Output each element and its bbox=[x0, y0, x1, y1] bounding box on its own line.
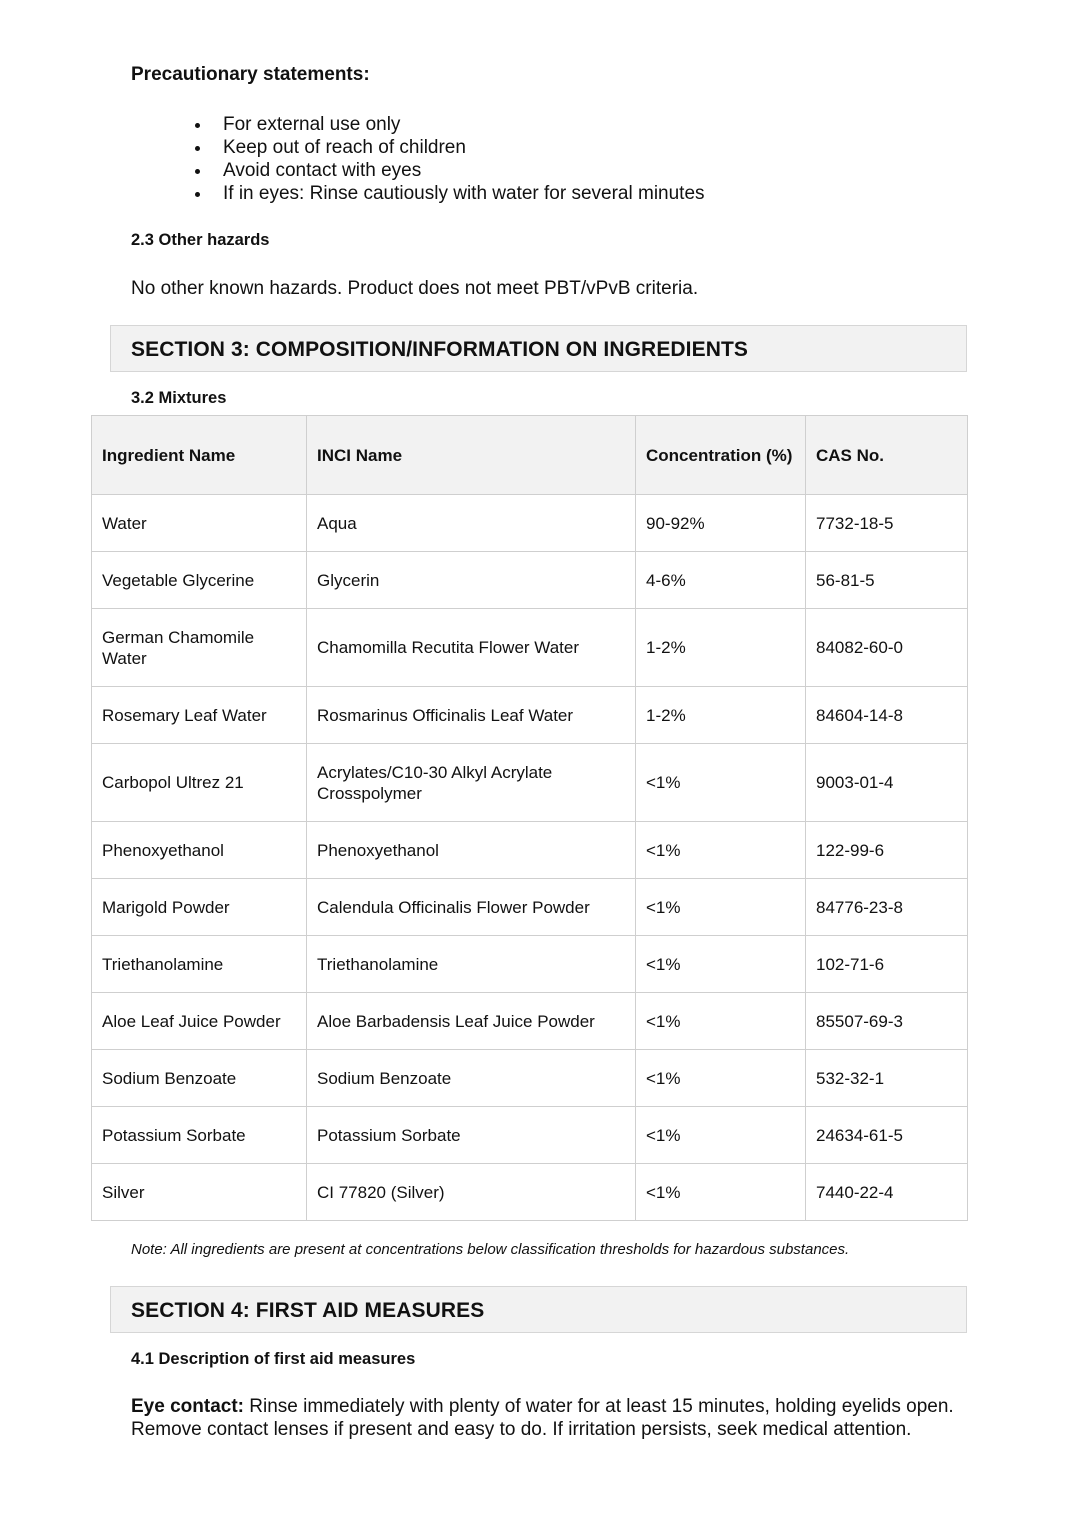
table-cell: Aqua bbox=[307, 495, 636, 552]
table-cell: 90-92% bbox=[636, 495, 806, 552]
mixtures-heading: 3.2 Mixtures bbox=[131, 389, 227, 407]
table-cell: <1% bbox=[636, 1164, 806, 1221]
table-cell: <1% bbox=[636, 744, 806, 822]
table-row bbox=[92, 1164, 968, 1221]
table-cell: 102-71-6 bbox=[806, 936, 968, 993]
table-cell: <1% bbox=[636, 879, 806, 936]
section-3-title: SECTION 3: COMPOSITION/INFORMATION ON INGREDIENTS bbox=[131, 338, 749, 361]
table-cell: Aloe Barbadensis Leaf Juice Powder bbox=[307, 993, 636, 1050]
table-row bbox=[92, 993, 968, 1050]
other-hazards-heading: 2.3 Other hazards bbox=[131, 231, 270, 249]
table-cell: Calendula Officinalis Flower Powder bbox=[307, 879, 636, 936]
table-cell: CI 77820 (Silver) bbox=[307, 1164, 636, 1221]
table-cell: <1% bbox=[636, 1050, 806, 1107]
table-cell: 56-81-5 bbox=[806, 552, 968, 609]
table-cell: <1% bbox=[636, 1107, 806, 1164]
table-cell: Sodium Benzoate bbox=[92, 1050, 307, 1107]
ingredients-table bbox=[91, 415, 968, 1221]
section-4-title: SECTION 4: FIRST AID MEASURES bbox=[131, 1299, 485, 1322]
precautionary-list bbox=[190, 113, 705, 205]
table-cell: Rosmarinus Officinalis Leaf Water bbox=[307, 687, 636, 744]
table-cell: 85507-69-3 bbox=[806, 993, 968, 1050]
column-header: INCI Name bbox=[307, 416, 636, 495]
table-cell: 24634-61-5 bbox=[806, 1107, 968, 1164]
table-cell: 84776-23-8 bbox=[806, 879, 968, 936]
eye-contact-label: Eye contact: bbox=[131, 1396, 244, 1417]
table-cell: 122-99-6 bbox=[806, 822, 968, 879]
list-item: For external use only bbox=[190, 113, 705, 136]
eye-contact-text: Rinse immediately with plenty of water for at least 15 minutes, holding eyelids open. Remove contact lenses if present and easy to do. If irritation persists, seek medical attention. bbox=[131, 1396, 954, 1440]
column-header: CAS No. bbox=[806, 416, 968, 495]
column-header: Ingredient Name bbox=[92, 416, 307, 495]
table-row bbox=[92, 552, 968, 609]
bullet-icon bbox=[195, 169, 200, 174]
table-row bbox=[92, 936, 968, 993]
table-cell: 1-2% bbox=[636, 609, 806, 687]
table-cell: 532-32-1 bbox=[806, 1050, 968, 1107]
table-cell: Rosemary Leaf Water bbox=[92, 687, 307, 744]
section-3-header bbox=[110, 325, 967, 372]
table-cell: Phenoxyethanol bbox=[92, 822, 307, 879]
table-cell: Carbopol Ultrez 21 bbox=[92, 744, 307, 822]
table-cell: Potassium Sorbate bbox=[92, 1107, 307, 1164]
table-row bbox=[92, 609, 968, 687]
list-item: Avoid contact with eyes bbox=[190, 159, 705, 182]
bullet-icon bbox=[195, 192, 200, 197]
table-row bbox=[92, 879, 968, 936]
first-aid-description-heading: 4.1 Description of first aid measures bbox=[131, 1350, 416, 1368]
eye-contact-paragraph bbox=[131, 1395, 961, 1441]
table-row bbox=[92, 1107, 968, 1164]
table-cell: <1% bbox=[636, 822, 806, 879]
section-4-header bbox=[110, 1286, 967, 1333]
table-cell: <1% bbox=[636, 993, 806, 1050]
table-cell: 84082-60-0 bbox=[806, 609, 968, 687]
table-cell: Acrylates/C10-30 Alkyl Acrylate Crosspolymer bbox=[307, 744, 636, 822]
table-cell: Silver bbox=[92, 1164, 307, 1221]
other-hazards-text: No other known hazards. Product does not meet PBT/vPvB criteria. bbox=[131, 278, 699, 299]
table-cell: 84604-14-8 bbox=[806, 687, 968, 744]
table-row bbox=[92, 1050, 968, 1107]
table-cell: Phenoxyethanol bbox=[307, 822, 636, 879]
table-cell: Sodium Benzoate bbox=[307, 1050, 636, 1107]
table-row bbox=[92, 744, 968, 822]
precautionary-heading: Precautionary statements: bbox=[131, 64, 370, 85]
table-cell: German Chamomile Water bbox=[92, 609, 307, 687]
ingredients-note: Note: All ingredients are present at concentrations below classification thresholds for hazardous substances. bbox=[131, 1241, 850, 1258]
table-cell: 7440-22-4 bbox=[806, 1164, 968, 1221]
bullet-icon bbox=[195, 123, 200, 128]
table-cell: Chamomilla Recutita Flower Water bbox=[307, 609, 636, 687]
table-cell: Marigold Powder bbox=[92, 879, 307, 936]
column-header: Concentration (%) bbox=[636, 416, 806, 495]
list-item: If in eyes: Rinse cautiously with water for several minutes bbox=[190, 182, 705, 205]
table-header-row bbox=[92, 416, 968, 495]
table-cell: Triethanolamine bbox=[307, 936, 636, 993]
table-cell: 1-2% bbox=[636, 687, 806, 744]
table-cell: <1% bbox=[636, 936, 806, 993]
table-cell: Potassium Sorbate bbox=[307, 1107, 636, 1164]
table-cell: 4-6% bbox=[636, 552, 806, 609]
table-cell: Vegetable Glycerine bbox=[92, 552, 307, 609]
list-item: Keep out of reach of children bbox=[190, 136, 705, 159]
table-row bbox=[92, 687, 968, 744]
table-row bbox=[92, 822, 968, 879]
table-cell: Water bbox=[92, 495, 307, 552]
table-cell: Aloe Leaf Juice Powder bbox=[92, 993, 307, 1050]
table-cell: Triethanolamine bbox=[92, 936, 307, 993]
table-cell: Glycerin bbox=[307, 552, 636, 609]
table-cell: 9003-01-4 bbox=[806, 744, 968, 822]
bullet-icon bbox=[195, 146, 200, 151]
table-cell: 7732-18-5 bbox=[806, 495, 968, 552]
table-row bbox=[92, 495, 968, 552]
